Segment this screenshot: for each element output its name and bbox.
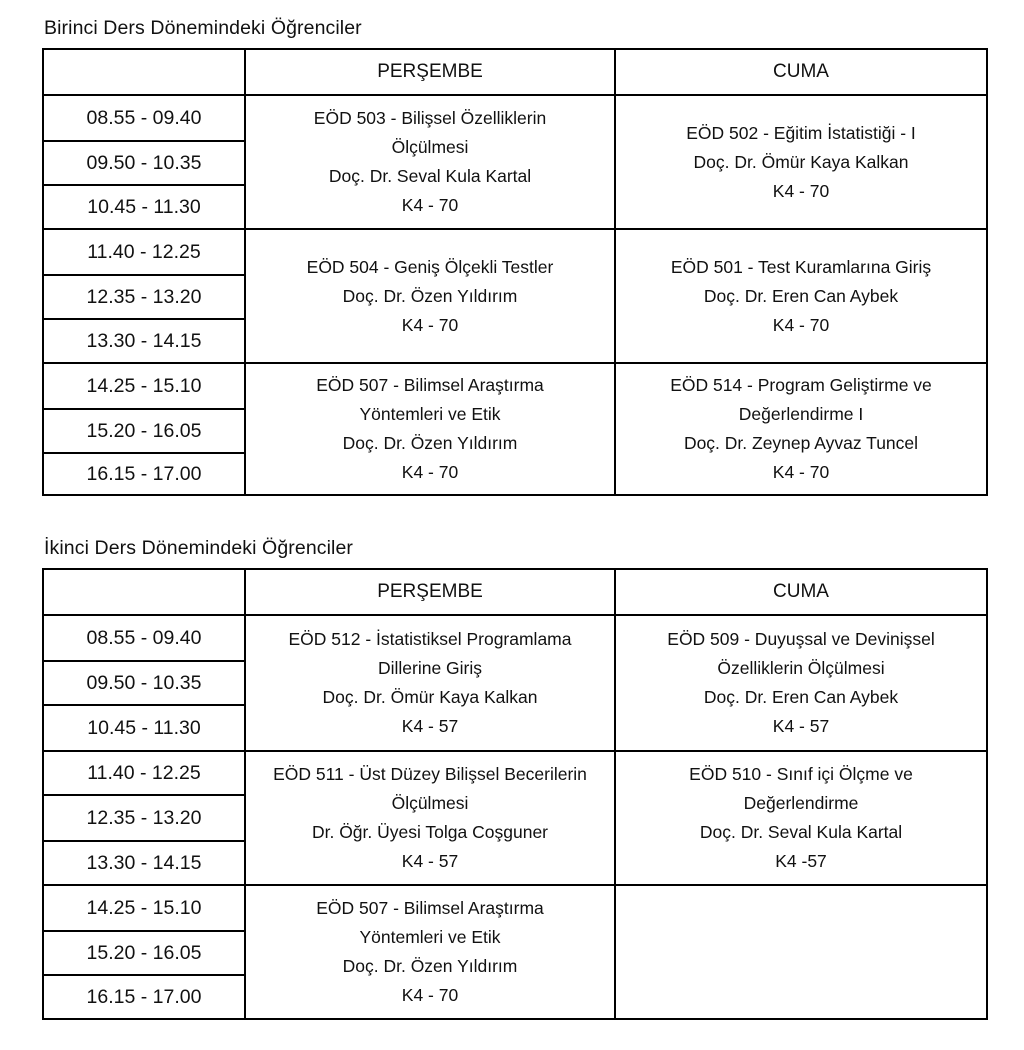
time-slot-cell: 16.15 - 17.00 (43, 453, 245, 495)
day-header-thursday: PERŞEMBE (245, 49, 615, 95)
classroom: K4 - 70 (772, 462, 830, 482)
classroom: K4 - 70 (401, 985, 459, 1005)
instructor-name: Doç. Dr. Özen Yıldırım (342, 285, 518, 306)
course-cell-friday (615, 751, 987, 885)
course-title-cont: Özelliklerin Ölçülmesi (717, 658, 885, 678)
time-slot-cell: 12.35 - 13.20 (43, 275, 245, 319)
course-title: EÖD 502 - Eğitim İstatistiği - I (686, 122, 916, 143)
instructor-name: Doç. Dr. Seval Kula Kartal (328, 166, 532, 186)
course-cell-thursday (245, 885, 615, 1019)
course-title-cont: Yöntemleri ve Etik (359, 404, 501, 424)
course-title: EÖD 501 - Test Kuramlarına Giriş (670, 256, 932, 277)
classroom: K4 - 70 (401, 195, 459, 215)
day-header-friday: CUMA (615, 49, 987, 95)
time-slot-cell: 08.55 - 09.40 (43, 615, 245, 661)
instructor-name: Dr. Öğr. Üyesi Tolga Coşguner (311, 822, 549, 842)
instructor-name: Doç. Dr. Eren Can Aybek (703, 687, 899, 707)
course-title: EÖD 511 - Üst Düzey Bilişsel Becerilerin (273, 764, 587, 784)
instructor-name: Doç. Dr. Seval Kula Kartal (699, 822, 903, 842)
time-slot-cell: 14.25 - 15.10 (43, 885, 245, 931)
course-title: EÖD 503 - Bilişsel Özelliklerin (313, 108, 547, 128)
time-slot-cell: 12.35 - 13.20 (43, 795, 245, 841)
empty-cell-friday (615, 885, 987, 1019)
course-title-cont: Yöntemleri ve Etik (359, 927, 501, 947)
course-cell-thursday (245, 363, 615, 495)
course-title: EÖD 504 - Geniş Ölçekli Testler (306, 256, 554, 277)
course-cell-friday (615, 615, 987, 751)
time-slot-cell: 15.20 - 16.05 (43, 409, 245, 453)
time-header-cell (43, 49, 245, 95)
time-slot-cell: 14.25 - 15.10 (43, 363, 245, 409)
course-cell-friday (615, 95, 987, 229)
instructor-name: Doç. Dr. Eren Can Aybek (703, 285, 899, 306)
course-cell-thursday (245, 751, 615, 885)
table-row (43, 229, 987, 275)
instructor-name: Doç. Dr. Özen Yıldırım (342, 433, 518, 453)
time-slot-cell: 11.40 - 12.25 (43, 229, 245, 275)
course-cell-friday (615, 229, 987, 363)
instructor-name: Doç. Dr. Ömür Kaya Kalkan (322, 687, 538, 707)
instructor-name: Doç. Dr. Ömür Kaya Kalkan (693, 151, 909, 172)
section-title: Birinci Ders Dönemindeki Öğrenciler (44, 17, 362, 39)
course-title: EÖD 514 - Program Geliştirme ve (670, 375, 932, 395)
classroom: K4 - 57 (401, 716, 459, 736)
time-slot-cell: 10.45 - 11.30 (43, 185, 245, 229)
classroom: K4 - 57 (772, 716, 830, 736)
course-title-cont: Değerlendirme (743, 793, 859, 813)
classroom: K4 - 57 (401, 851, 459, 871)
time-header-cell (43, 569, 245, 615)
course-cell-thursday (245, 615, 615, 751)
course-title-cont: Dillerine Giriş (377, 658, 483, 678)
time-slot-cell: 08.55 - 09.40 (43, 95, 245, 141)
classroom: K4 - 70 (772, 314, 830, 335)
course-cell-friday (615, 363, 987, 495)
course-title-cont: Değerlendirme I (738, 404, 864, 424)
classroom: K4 - 70 (772, 180, 830, 201)
day-header-friday: CUMA (615, 569, 987, 615)
time-slot-cell: 13.30 - 14.15 (43, 841, 245, 885)
course-title: EÖD 507 - Bilimsel Araştırma (316, 375, 544, 395)
schedule-table (42, 568, 988, 1020)
instructor-name: Doç. Dr. Özen Yıldırım (342, 956, 518, 976)
course-title: EÖD 509 - Duyuşsal ve Devinişsel (667, 629, 935, 649)
course-title: EÖD 507 - Bilimsel Araştırma (316, 898, 544, 918)
table-row (43, 363, 987, 409)
header-row (43, 49, 987, 95)
day-header-thursday: PERŞEMBE (245, 569, 615, 615)
schedule-table (42, 48, 988, 496)
course-cell-thursday (245, 229, 615, 363)
course-cell-thursday (245, 95, 615, 229)
table-row (43, 95, 987, 141)
course-title: EÖD 512 - İstatistiksel Programlama (288, 629, 572, 649)
table-row (43, 885, 987, 931)
classroom: K4 - 70 (401, 462, 459, 482)
course-title-cont: Ölçülmesi (391, 793, 469, 813)
course-title-cont: Ölçülmesi (391, 137, 469, 157)
time-slot-cell: 09.50 - 10.35 (43, 661, 245, 705)
course-title: EÖD 510 - Sınıf içi Ölçme ve (689, 764, 913, 784)
classroom: K4 - 70 (401, 314, 459, 335)
header-row (43, 569, 987, 615)
time-slot-cell: 09.50 - 10.35 (43, 141, 245, 185)
time-slot-cell: 16.15 - 17.00 (43, 975, 245, 1019)
section-title: İkinci Ders Dönemindeki Öğrenciler (44, 537, 354, 559)
time-slot-cell: 15.20 - 16.05 (43, 931, 245, 975)
time-slot-cell: 10.45 - 11.30 (43, 705, 245, 751)
classroom: K4 -57 (775, 851, 827, 871)
time-slot-cell: 11.40 - 12.25 (43, 751, 245, 795)
table-row (43, 751, 987, 795)
instructor-name: Doç. Dr. Zeynep Ayvaz Tuncel (683, 433, 919, 453)
table-row (43, 615, 987, 661)
time-slot-cell: 13.30 - 14.15 (43, 319, 245, 363)
